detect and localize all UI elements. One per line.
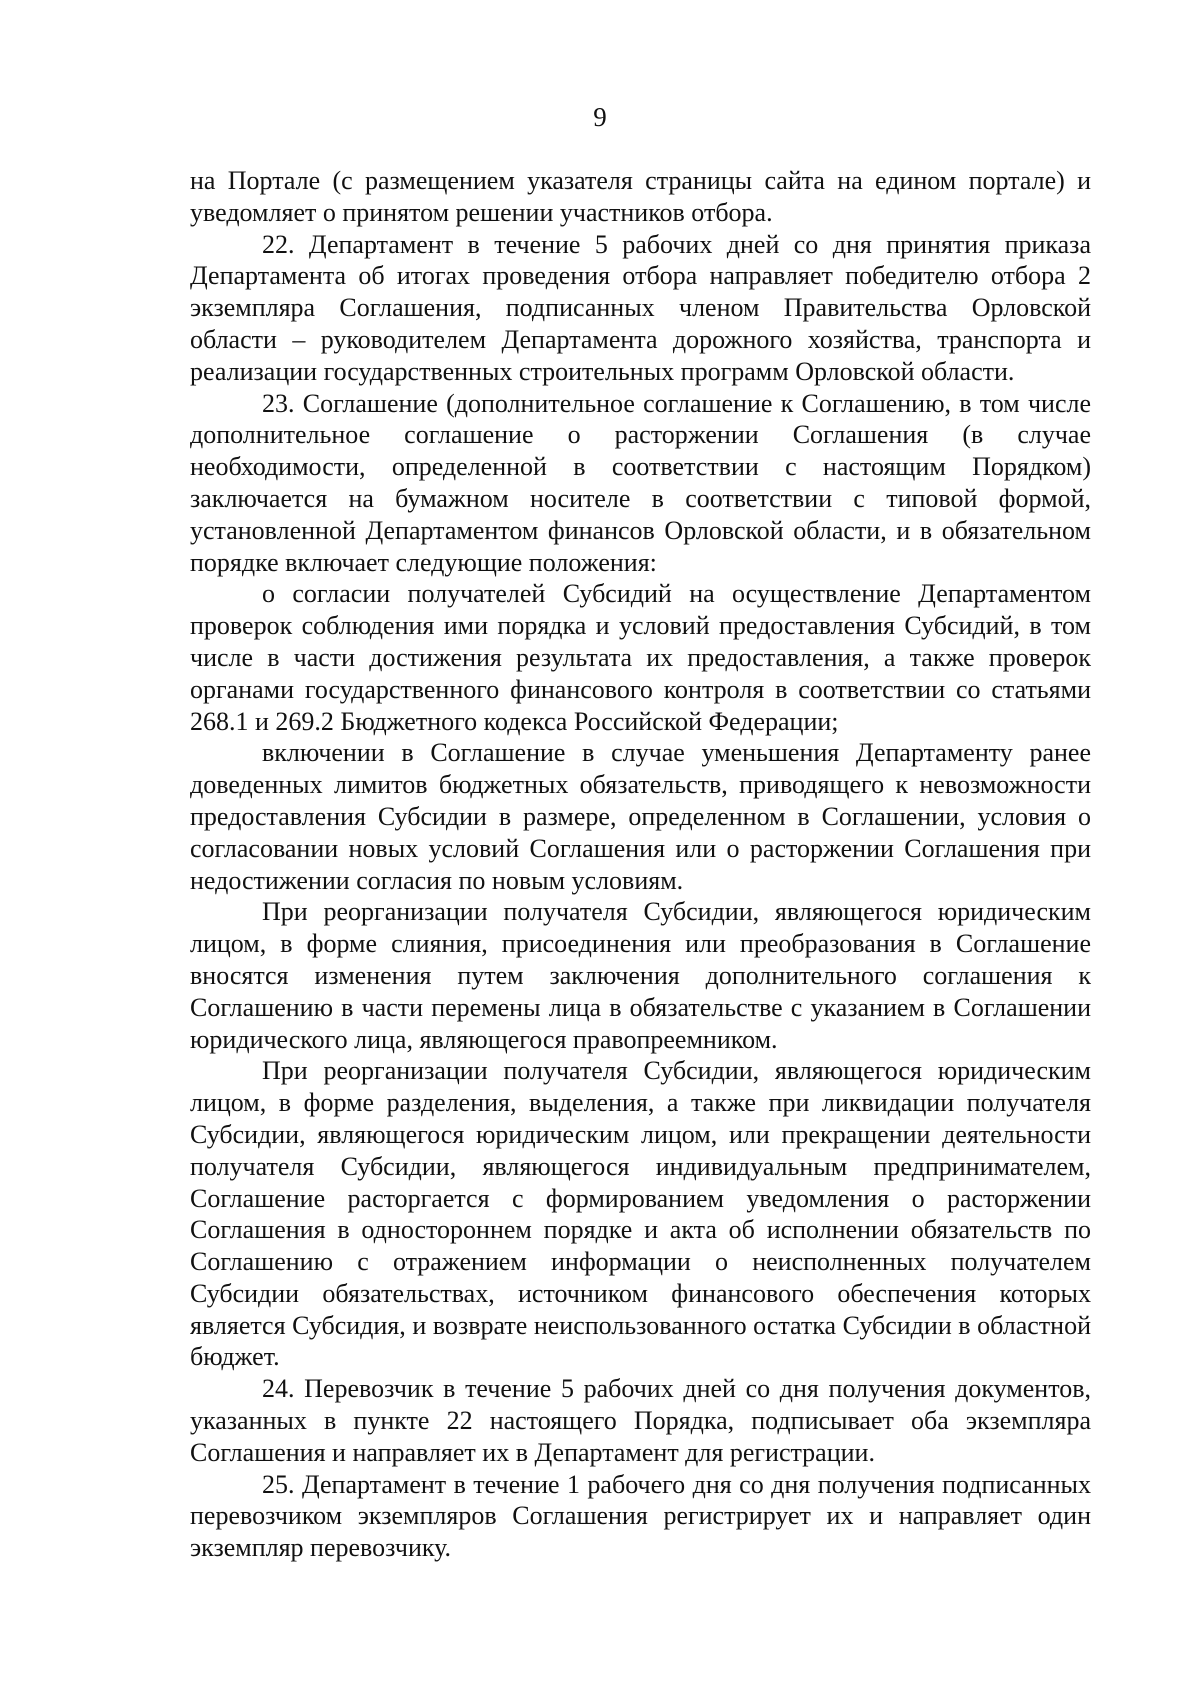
paragraph-continuation: на Портале (с размещением указателя страницы сайта на едином портале) и уведомляет о принятом решении участников отбора.	[190, 166, 1091, 227]
document-body	[190, 165, 1091, 1564]
paragraph-item-23-limits: включении в Соглашение в случае уменьшения Департаменту ранее доведенных лимитов бюджетных обязательств, приводящего к невозможности предоставления Субсидии в размере, определенном в Соглашении, условия о согласовании новых условий Соглашения или о расторжении Соглашения при недостижении согласия по новым условиям.	[190, 738, 1091, 895]
paragraph-item-23: 23. Соглашение (дополнительное соглашение к Соглашению, в том числе дополнительное соглашение о расторжении Соглашения (в случае необходимости, определенной в соответствии с настоящим Порядком) заключается на бумажном носителе в соответствии с типовой формой, установленной Департаментом финансов Орловской области, и в обязательном порядке включает следующие положения:	[190, 388, 1091, 577]
paragraph-reorganization-split: При реорганизации получателя Субсидии, являющегося юридическим лицом, в форме разделения, выделения, а также при ликвидации получателя Субсидии, являющегося юридическим лицом, или прекращении деятельности получателя Субсидии, являющегося индивидуальным предпринимателем, Соглашение расторгается с формированием уведомления о расторжении Соглашения в одностороннем порядке и акта об исполнении обязательств по Соглашению с отражением информации о неисполненных получателем Субсидии обязательствах, источником финансового обеспечения которых является Субсидия, и возврате неиспользованного остатка Субсидии в областной бюджет.	[190, 1056, 1091, 1372]
page-number: 9	[593, 102, 607, 132]
paragraph-item-23-consent: о согласии получателей Субсидий на осуществление Департаментом проверок соблюдения ими порядка и условий предоставления Субсидий, в том числе в части достижения результата их предоставления, а также проверок органами государственного финансового контроля в соответствии со статьями 268.1 и 269.2 Бюджетного кодекса Российской Федерации;	[190, 579, 1091, 736]
paragraph-reorganization-merge: При реорганизации получателя Субсидии, являющегося юридическим лицом, в форме слияния, присоединения или преобразования в Соглашение вносятся изменения путем заключения дополнительного соглашения к Соглашению в части перемены лица в обязательстве с указанием в Соглашении юридического лица, являющегося правопреемником.	[190, 897, 1091, 1054]
paragraph-item-22: 22. Департамент в течение 5 рабочих дней со дня принятия приказа Департамента об итогах проведения отбора направляет победителю отбора 2 экземпляра Соглашения, подписанных членом Правительства Орловской области – руководителем Департамента дорожного хозяйства, транспорта и реализации государственных строительных программ Орловской области.	[190, 229, 1091, 386]
paragraph-item-25: 25. Департамент в течение 1 рабочего дня со дня получения подписанных перевозчиком экземпляров Соглашения регистрирует их и направляет один экземпляр перевозчику.	[190, 1469, 1091, 1563]
paragraph-item-24: 24. Перевозчик в течение 5 рабочих дней со дня получения документов, указанных в пункте 22 настоящего Порядка, подписывает оба экземпляра Соглашения и направляет их в Департамент для регистрации.	[190, 1374, 1091, 1467]
